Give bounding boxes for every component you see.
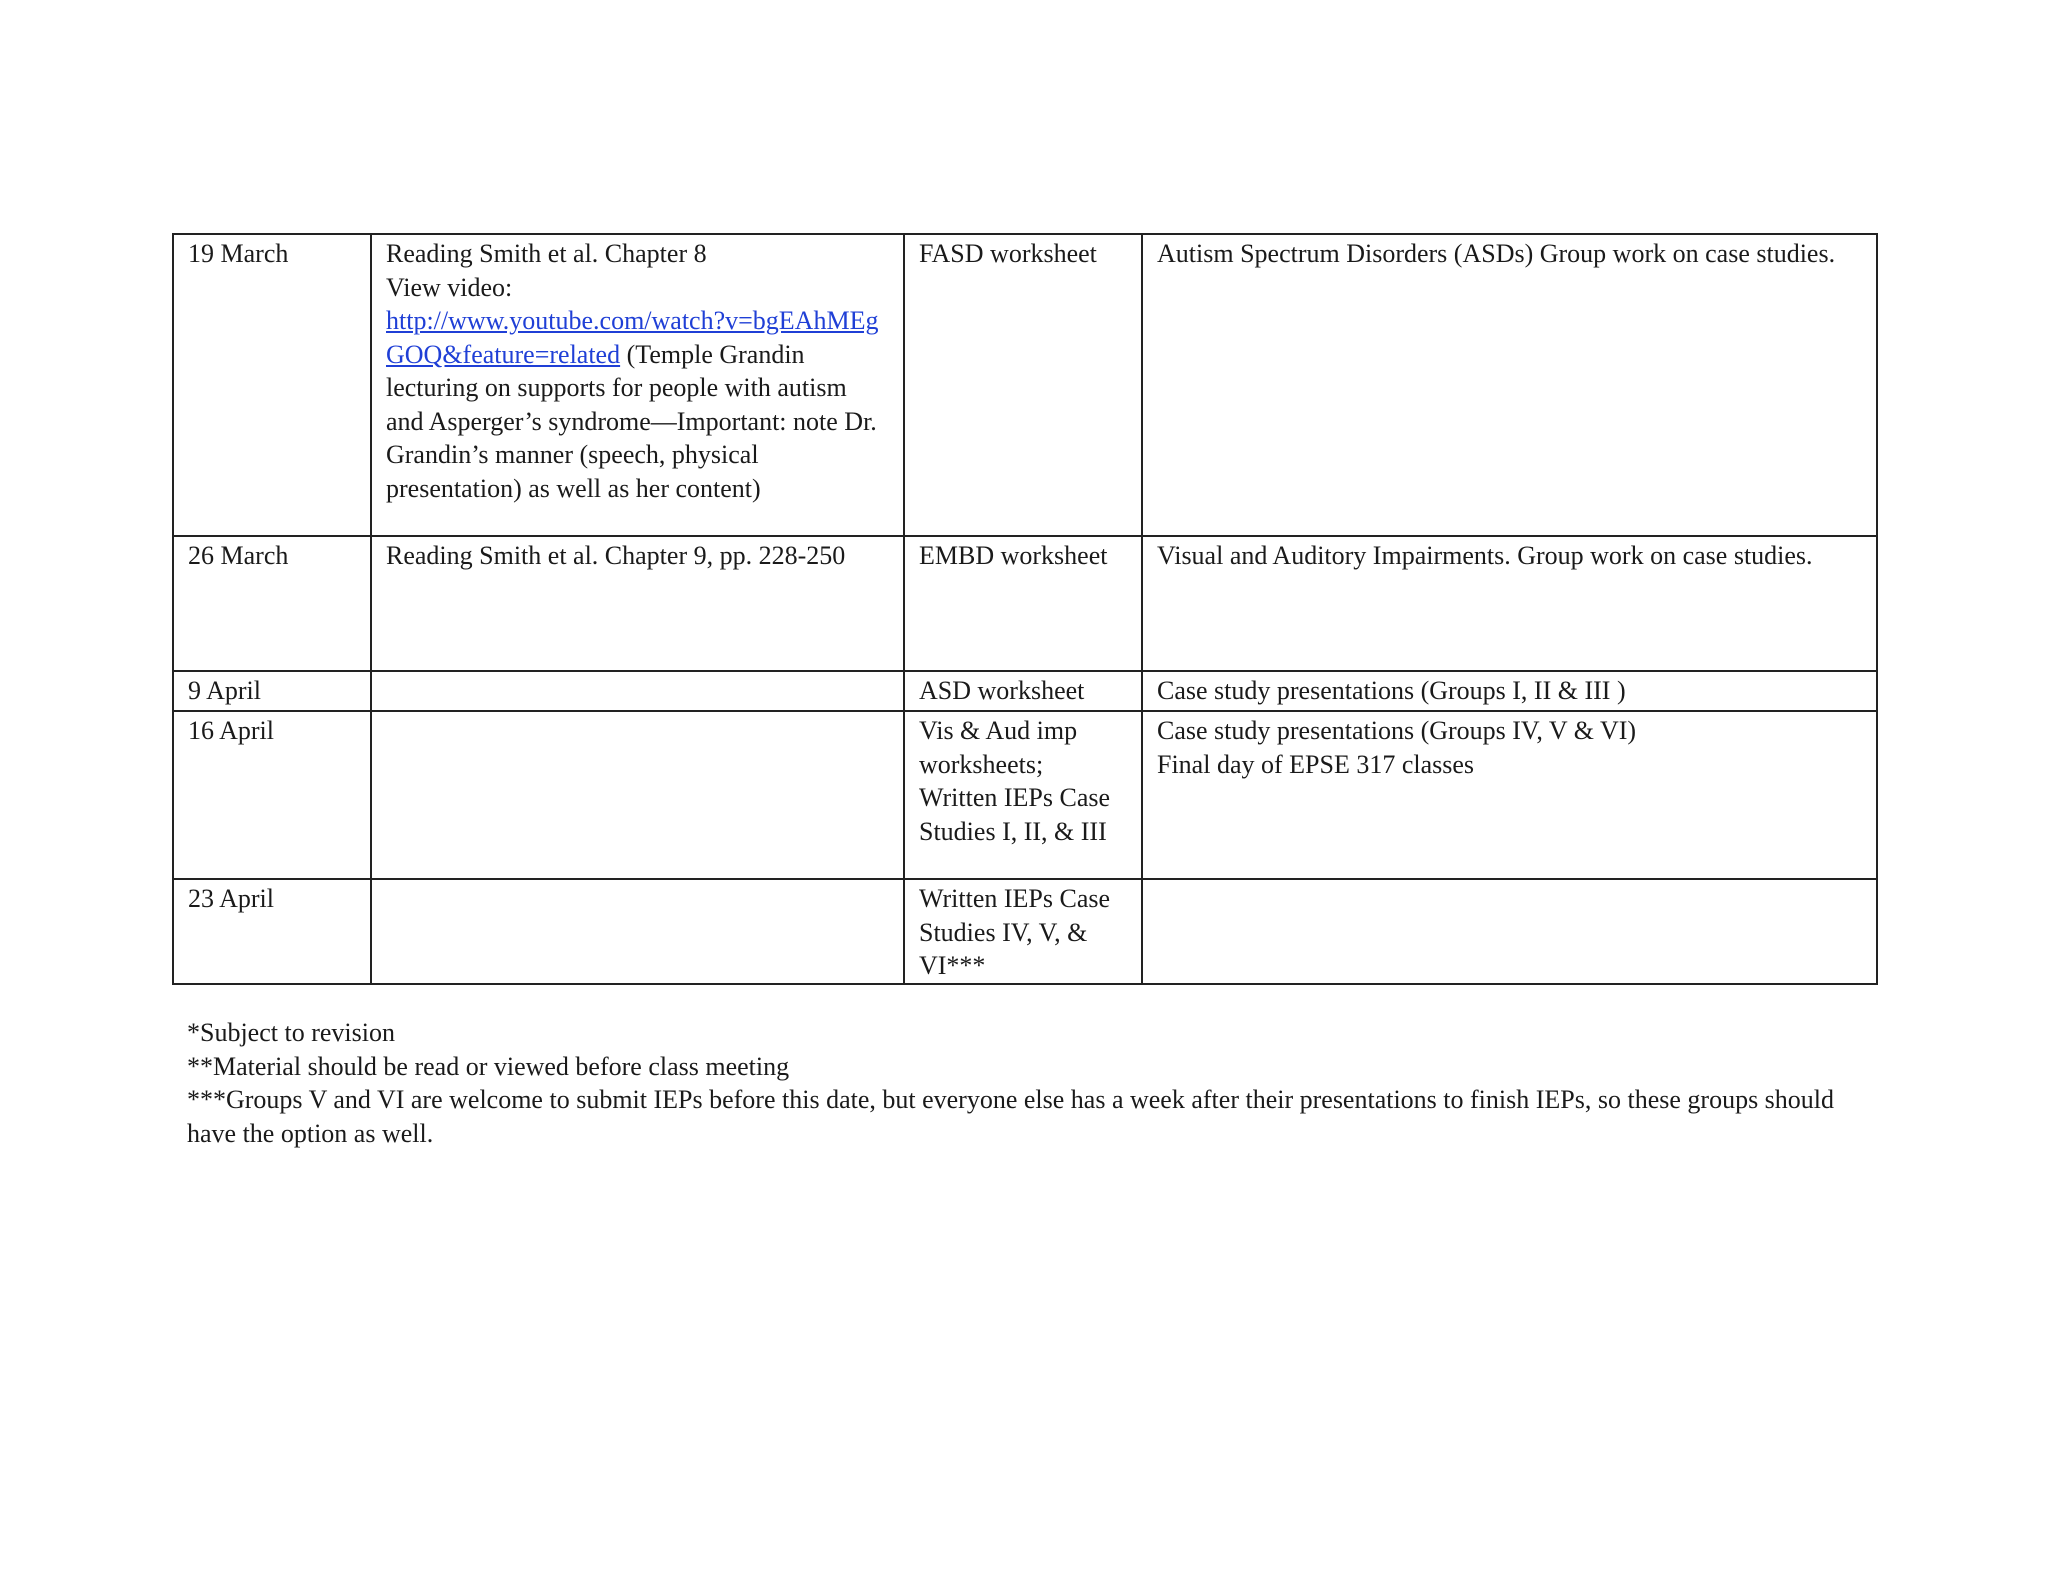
reading-cell	[371, 234, 904, 536]
footnote-subject-to-revision: *Subject to revision	[187, 1018, 395, 1047]
date-cell: 26 March	[173, 536, 371, 671]
table-row	[173, 234, 1877, 536]
topic-cell	[1142, 879, 1877, 984]
assignment-cell: ASD worksheet	[904, 671, 1142, 711]
topic-text: Case study presentations (Groups I, II & III )	[1157, 676, 1626, 705]
view-video-label: View video:	[386, 272, 513, 302]
topic-cell	[1142, 234, 1877, 536]
footnote-material-before-class: **Material should be read or viewed before class meeting	[187, 1051, 790, 1081]
reading-cell	[371, 671, 904, 711]
date-cell: 16 April	[173, 711, 371, 879]
reading-cell	[371, 536, 904, 671]
video-description: (Temple Grandin lecturing on supports for people with autism and Asperger’s syndrome—Important: note Dr. Grandin’s manner (speech, physical presentation) as well as her content)	[386, 339, 877, 503]
topic-text: Visual and Auditory Impairments. Group work on case studies.	[1157, 541, 1813, 570]
date-cell: 19 March	[173, 234, 371, 536]
topic-cell	[1142, 671, 1877, 711]
table-row	[173, 536, 1877, 671]
topic-text: Autism Spectrum Disorders (ASDs) Group work on case studies.	[1157, 239, 1836, 268]
video-link[interactable]: http://www.youtube.com/watch?v=bgEAhMEgGOQ&feature=related	[386, 306, 879, 369]
footnotes	[187, 1016, 1877, 1150]
topic-text: Case study presentations (Groups IV, V & VI)	[1157, 716, 1637, 745]
reading-text: Reading Smith et al. Chapter 9, pp. 228-250	[386, 541, 846, 570]
topic-note: Final day of EPSE 317 classes	[1157, 749, 1475, 779]
date-cell: 23 April	[173, 879, 371, 984]
reading-cell	[371, 879, 904, 984]
assignment-cell: EMBD worksheet	[904, 536, 1142, 671]
table-row	[173, 879, 1877, 984]
assignment-cell: FASD worksheet	[904, 234, 1142, 536]
schedule-table	[172, 233, 1878, 985]
assignment-cell: Written IEPs Case Studies IV, V, & VI***	[904, 879, 1142, 984]
footnote-iep-deadline: ***Groups V and VI are welcome to submit IEPs before this date, but everyone else has a week after their presentations to finish IEPs, so these groups should have the option as well.	[187, 1085, 1835, 1148]
topic-cell	[1142, 711, 1877, 879]
reading-cell	[371, 711, 904, 879]
table-row	[173, 711, 1877, 879]
table-row	[173, 671, 1877, 711]
topic-cell	[1142, 536, 1877, 671]
reading-text: Reading Smith et al. Chapter 8	[386, 239, 707, 268]
date-cell: 9 April	[173, 671, 371, 711]
assignment-cell: Vis & Aud imp worksheets; Written IEPs Case Studies I, II, & III	[904, 711, 1142, 879]
